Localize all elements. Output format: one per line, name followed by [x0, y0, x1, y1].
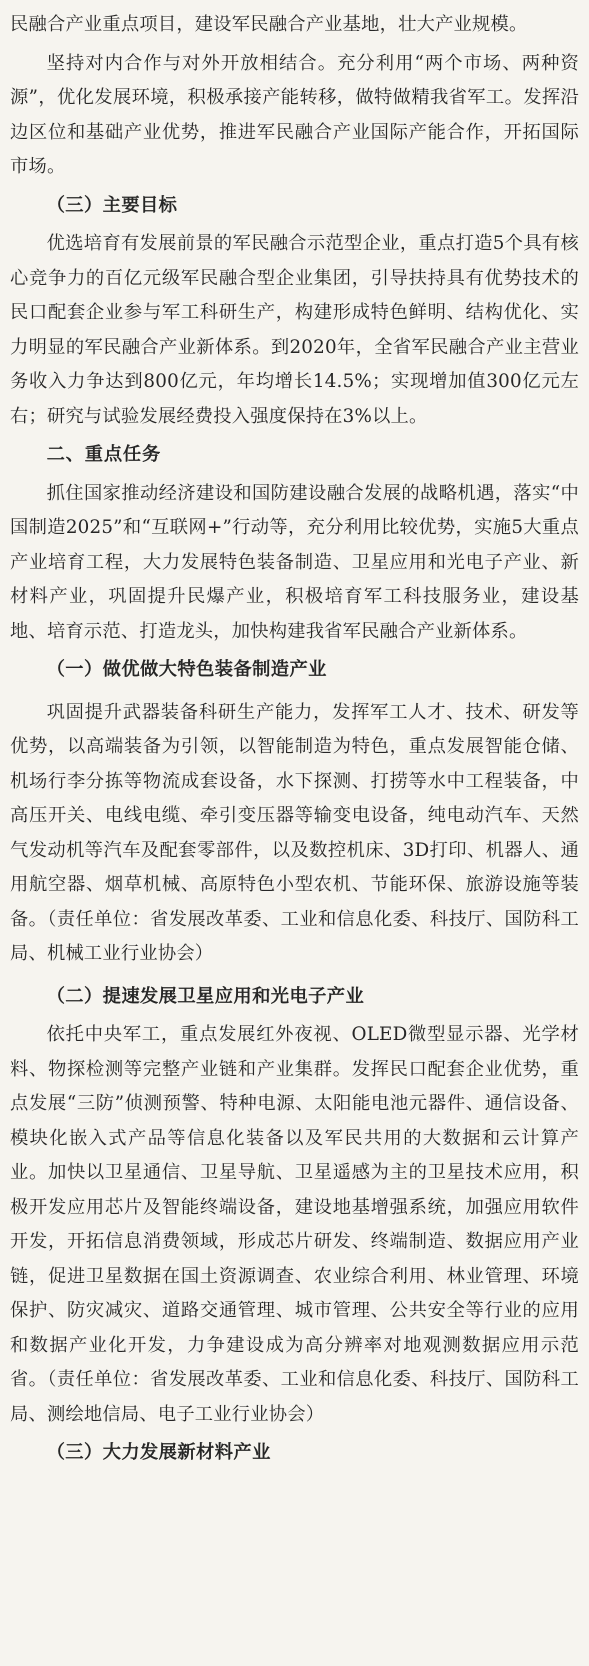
paragraph-intro-continuation: 民融合产业重点项目，建设军民融合产业基地，壮大产业规模。 [10, 14, 528, 35]
spacer [10, 972, 579, 980]
section-heading-new-materials: （三）大力发展新材料产业 [46, 1442, 271, 1463]
paragraph-equipment-manufacturing: 巩固提升武器装备科研生产能力，发挥军工人才、技术、研发等优势，以高端装备为引领，以智能制造为特色，重点发展智能仓储、机场行李分拣等物流成套设备，水下探测、打捞等水中工程装备，中高压开关、电线电缆、牵引变压器等输变电设备，纯电动汽车、天然气发动机等汽车及配套零部件，以及数控机床、3D打印、机器人、通用航空器、烟草机械、高原特色小型农机、节能环保、旅游设施等装备。（责任单位：省发展改革委、工业和信息化委、科技厅、国防科工局、机械工业行业协会） [10, 701, 579, 964]
paragraph-key-tasks: 抓住国家推动经济建设和国防建设融合发展的战略机遇，落实“中国制造2025”和“互联网+”行动等，充分利用比较优势，实施5大重点产业培育工程，大力发展特色装备制造、卫星应用和光电子产业、新材料产业，巩固提升民爆产业，积极培育军工科技服务业，建设基地、培育示范、打造龙头，加快构建我省军民融合产业新体系。 [10, 482, 579, 642]
paragraph-open-cooperation: 坚持对内合作与对外开放相结合。充分利用“两个市场、两种资源”，优化发展环境，积极承接产能转移，做特做精我省军工。发挥沿边区位和基础产业优势，推进军民融合产业国际产能合作，开拓国际市场。 [10, 52, 579, 177]
section-heading-equipment-manufacturing: （一）做优做大特色装备制造产业 [46, 659, 327, 680]
spacer [10, 688, 579, 696]
section-heading-key-tasks: 二、重点任务 [46, 444, 162, 465]
section-heading-main-targets: （三）主要目标 [46, 194, 178, 216]
section-heading-satellite-optoelectronics: （二）提速发展卫星应用和光电子产业 [46, 985, 365, 1007]
paragraph-main-targets: 优选培育有发展前景的军民融合示范型企业，重点打造5个具有核心竞争力的百亿元级军民融合型企业集团，引导扶持具有优势技术的民口配套企业参与军工科研生产，构建形成特色鲜明、结构优化、实力明显的军民融合产业新体系。到2020年，全省军民融合产业主营业务收入力争达到800亿元，年均增长14.5%；实现增加值300亿元左右；研究与试验发展经费投入强度保持在3%以上。 [10, 233, 579, 427]
paragraph-satellite-optoelectronics: 依托中央军工，重点发展红外夜视、OLED微型显示器、光学材料、物探检测等完整产业链和产业集群。发挥民口配套企业优势，重点发展“三防”侦测预警、特种电源、太阳能电池元器件、通信设备、模块化嵌入式产品等信息化装备以及军民共用的大数据和云计算产业。加快以卫星通信、卫星导航、卫星遥感为主的卫星技术应用，积极开发应用芯片及智能终端设备，建设地基增强系统，加强应用软件开发，开拓信息消费领域，形成芯片研发、终端制造、数据应用产业链，促进卫星数据在国土资源调查、农业综合利用、林业管理、环境保护、防灾减灾、道路交通管理、城市管理、公共安全等行业的应用和数据产业化开发，力争建设成为高分辨率对地观测数据应用示范省。（责任单位：省发展改革委、工业和信息化委、科技厅、国防科工局、测绘地信局、电子工业行业协会） [10, 1024, 579, 1425]
